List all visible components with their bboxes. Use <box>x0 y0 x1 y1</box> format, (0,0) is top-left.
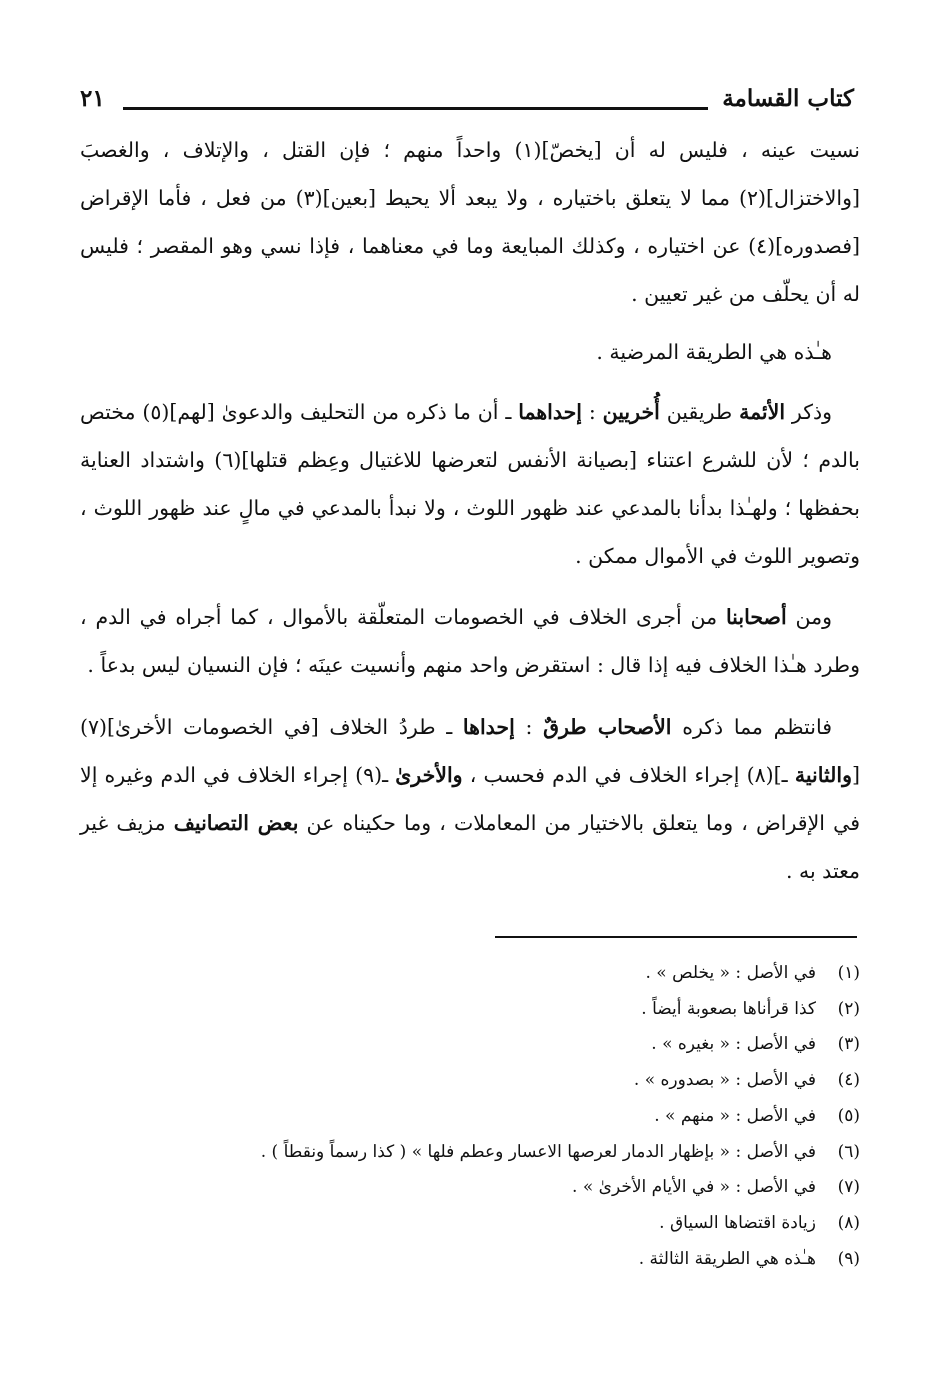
text-run: : <box>581 400 603 424</box>
header-rule <box>123 107 709 110</box>
footnote-number: (٧) <box>837 1177 860 1198</box>
paragraph <box>80 126 860 318</box>
footnote <box>80 1170 860 1206</box>
footnote <box>80 1063 860 1099</box>
footnote-number: (٣) <box>837 1034 860 1055</box>
text-run: وذكر <box>785 400 832 424</box>
text-run: مزيف غير معتد به . <box>80 811 860 883</box>
footnote-text: زيادة اقتضاها السياق . <box>659 1212 816 1233</box>
body-text <box>80 126 860 895</box>
page-number: ٢١ <box>80 84 105 112</box>
footnote-number: (٩) <box>837 1248 860 1269</box>
footnote-text: في الأصل : « منهم » . <box>654 1105 816 1126</box>
text-run: ـ طردُ الخلاف [في الخصومات الأخرىٰ](٧) [ <box>80 715 860 787</box>
paragraph <box>80 388 860 580</box>
bold-term: والأخرىٰ <box>395 763 463 787</box>
bold-term: أصحابنا <box>725 605 787 629</box>
footnote <box>80 1027 860 1063</box>
footnote-number: (٢) <box>837 998 860 1019</box>
footnote-number: (١) <box>837 963 860 983</box>
bold-term: أُخريين <box>602 400 660 424</box>
paragraph <box>80 703 860 895</box>
footnote-number: (٥) <box>837 1105 860 1126</box>
footnote-number: (٨) <box>837 1212 860 1233</box>
footnote <box>80 992 860 1028</box>
paragraph <box>80 328 860 376</box>
text-run: ـ(٩) إجراء الخلاف في الدم وغيره إلا في الإقراض ، وما يتعلق بالاختيار من المعاملات ، وما حكيناه عن <box>80 763 860 835</box>
text-run: : <box>514 715 544 739</box>
bold-term: الأصحاب طرقٌ <box>543 715 672 739</box>
footnote-number: (٦) <box>837 1141 860 1162</box>
text-run: من أجرى الخلاف في الخصومات المتعلّقة بالأموال ، كما أجراه في الدم ، وطرد هـٰذا الخلاف فيه إذا قال : استقرض واحد منهم وأنسيت عينَه ؛ فإن النسيان ليس بدعاً . <box>80 605 860 677</box>
text-run: ومن <box>786 605 832 629</box>
paragraph <box>80 593 860 689</box>
bold-term: إحداهما <box>518 400 582 424</box>
text-run: فانتظم مما ذكره <box>671 715 832 739</box>
bold-term: إحداها <box>462 715 515 739</box>
footnote-text: هـٰذه هي الطريقة الثالثة . <box>638 1248 816 1269</box>
text-run: هـٰذه هي الطريقة المرضية . <box>596 340 832 364</box>
bold-term: والثانية <box>794 763 852 787</box>
running-title: كتاب القسامة <box>722 84 854 112</box>
footnote <box>80 956 860 992</box>
footnote <box>80 1242 860 1278</box>
footnote <box>80 1099 860 1135</box>
footnotes-list <box>80 956 860 1277</box>
footnote-text: كذا قرأناها بصعوبة أيضاً . <box>641 998 816 1019</box>
text-run: ـ](٨) إجراء الخلاف في الدم فحسب ، <box>462 763 795 787</box>
footnote-text: في الأصل : « بغيره » . <box>651 1034 816 1055</box>
footnote-text: في الأصل : « يخلص » . <box>645 963 816 983</box>
footnote-text: في الأصل : « في الأيام الأخرىٰ » . <box>572 1177 816 1198</box>
footnote-separator <box>495 936 857 938</box>
footnote <box>80 1206 860 1242</box>
footnote-text: في الأصل : « بصدوره » . <box>633 1070 816 1091</box>
footnote <box>80 1135 860 1171</box>
bold-term: بعض التصانيف <box>173 811 299 835</box>
footnote-number: (٤) <box>837 1070 860 1091</box>
bold-term: الأئمة <box>739 400 786 424</box>
text-run: ـ أن ما ذكره من التحليف والدعوىٰ [لهم](٥) مختص بالدم ؛ لأن للشرع اعتناء [بصيانة الأنفس لتعرضها للاغتيال وعِظم قتلها](٦) واشتداد العناية بحفظها ؛ ولهـٰذا بدأنا بالمدعي عند ظهور اللوث ، ولا نبدأ بالمدعي في مالٍ عند ظهور اللوث ، وتصوير اللوث في الأموال ممكن . <box>80 400 860 568</box>
text-run: طريقين <box>659 400 740 424</box>
page-header <box>80 80 854 120</box>
text-run: نسيت عينه ، فليس له أن [يخصّ](١) واحداً منهم ؛ فإن القتل ، والإتلاف ، والغصبَ [والاختزال](٢) مما لا يتعلق باختياره ، ولا يبعد ألا يحيط [بعين](٣) من فعل ، فأما الإقراض [فصدوره](٤) عن اختياره ، وكذلك المبايعة وما في معناهما ، فإذا نسي وهو المقصر ؛ فليس له أن يحلّف من غير تعيين . <box>80 138 861 306</box>
footnote-text: في الأصل : « بإظهار الدمار لعرصها الاعسار وعطم فلها » ( كذا رسماً ونقطاً ) . <box>260 1141 816 1162</box>
